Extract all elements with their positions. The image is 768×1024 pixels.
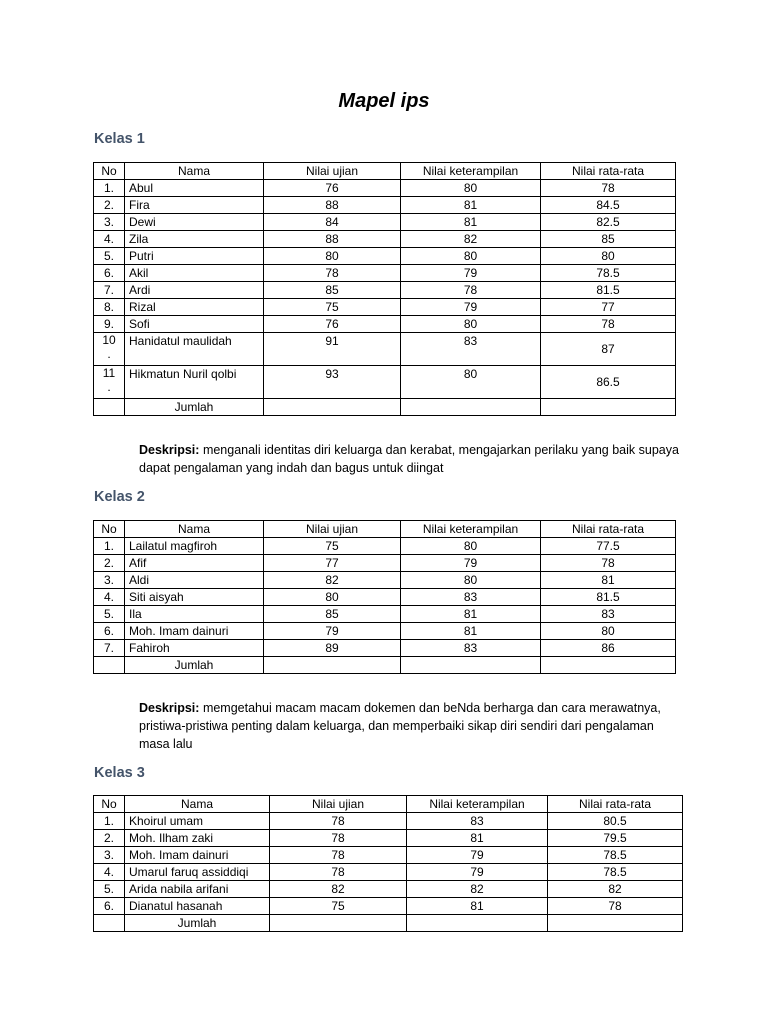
description-label: Deskripsi: bbox=[139, 701, 200, 715]
total-row bbox=[94, 657, 676, 674]
cell-nama: Moh. Ilham zaki bbox=[125, 830, 270, 847]
cell-nilai-ujian: 88 bbox=[264, 197, 401, 214]
cell-nama: Dewi bbox=[125, 214, 264, 231]
table-row bbox=[94, 231, 676, 248]
cell-nilai-rata-rata: 83 bbox=[541, 606, 676, 623]
cell-nama: Ila bbox=[125, 606, 264, 623]
header-nama: Nama bbox=[125, 796, 270, 813]
cell-nama: Akil bbox=[125, 265, 264, 282]
cell-no: 7. bbox=[94, 282, 125, 299]
header-nilai-keterampilan: Nilai keterampilan bbox=[401, 521, 541, 538]
cell-nilai-ujian: 76 bbox=[264, 180, 401, 197]
cell-nilai-rata-rata: 78.5 bbox=[548, 847, 683, 864]
cell-no: 5. bbox=[94, 606, 125, 623]
cell-empty bbox=[401, 657, 541, 674]
cell-nama: Abul bbox=[125, 180, 264, 197]
table-header-row bbox=[94, 796, 683, 813]
cell-nilai-rata-rata: 78 bbox=[541, 555, 676, 572]
cell-nama: Moh. Imam dainuri bbox=[125, 623, 264, 640]
cell-no: 3. bbox=[94, 847, 125, 864]
cell-no: 4. bbox=[94, 864, 125, 881]
cell-no: 2. bbox=[94, 197, 125, 214]
cell-nama: Rizal bbox=[125, 299, 264, 316]
header-nilai-rata-rata: Nilai rata-rata bbox=[541, 521, 676, 538]
cell-nilai-ujian: 79 bbox=[264, 623, 401, 640]
cell-empty bbox=[94, 915, 125, 932]
cell-nilai-rata-rata: 80 bbox=[541, 248, 676, 265]
kelas-1-heading: Kelas 1 bbox=[94, 131, 145, 147]
cell-nilai-keterampilan: 81 bbox=[407, 830, 548, 847]
cell-nilai-rata-rata: 86 bbox=[541, 640, 676, 657]
cell-no: 1. bbox=[94, 813, 125, 830]
cell-no: 2. bbox=[94, 555, 125, 572]
cell-nama: Afif bbox=[125, 555, 264, 572]
total-row bbox=[94, 915, 683, 932]
cell-nama: Dianatul hasanah bbox=[125, 898, 270, 915]
cell-nilai-rata-rata: 78.5 bbox=[548, 864, 683, 881]
cell-no: 10 . bbox=[94, 333, 125, 366]
cell-nilai-rata-rata: 80 bbox=[541, 623, 676, 640]
cell-nilai-ujian: 88 bbox=[264, 231, 401, 248]
cell-nilai-keterampilan: 80 bbox=[401, 366, 541, 399]
page-title: Mapel ips bbox=[338, 90, 430, 112]
table-row bbox=[94, 316, 676, 333]
cell-no: 5. bbox=[94, 248, 125, 265]
cell-nilai-ujian: 75 bbox=[264, 538, 401, 555]
cell-nilai-rata-rata: 81.5 bbox=[541, 589, 676, 606]
cell-nilai-ujian: 82 bbox=[270, 881, 407, 898]
table-row bbox=[94, 366, 676, 399]
cell-nilai-rata-rata: 79.5 bbox=[548, 830, 683, 847]
cell-no: 8. bbox=[94, 299, 125, 316]
cell-nilai-ujian: 91 bbox=[264, 333, 401, 366]
cell-nama: Hanidatul maulidah bbox=[125, 333, 264, 366]
cell-nilai-keterampilan: 79 bbox=[407, 864, 548, 881]
cell-nama: Siti aisyah bbox=[125, 589, 264, 606]
cell-nilai-ujian: 84 bbox=[264, 214, 401, 231]
header-nilai-keterampilan: Nilai keterampilan bbox=[401, 163, 541, 180]
cell-no: 2. bbox=[94, 830, 125, 847]
kelas-1-table bbox=[93, 162, 676, 416]
kelas-2-heading: Kelas 2 bbox=[94, 489, 145, 505]
cell-nilai-rata-rata: 80.5 bbox=[548, 813, 683, 830]
cell-nama: Hikmatun Nuril qolbi bbox=[125, 366, 264, 399]
cell-no: 4. bbox=[94, 589, 125, 606]
kelas-2-description bbox=[139, 699, 679, 753]
cell-nama: Lailatul magfiroh bbox=[125, 538, 264, 555]
cell-nilai-keterampilan: 80 bbox=[401, 316, 541, 333]
cell-empty bbox=[94, 657, 125, 674]
header-nama: Nama bbox=[125, 163, 264, 180]
header-nama: Nama bbox=[125, 521, 264, 538]
cell-nilai-keterampilan: 81 bbox=[401, 606, 541, 623]
cell-nilai-rata-rata: 78.5 bbox=[541, 265, 676, 282]
cell-nilai-ujian: 76 bbox=[264, 316, 401, 333]
cell-nilai-ujian: 75 bbox=[270, 898, 407, 915]
total-label: Jumlah bbox=[125, 399, 264, 416]
cell-empty bbox=[94, 399, 125, 416]
cell-nilai-rata-rata: 85 bbox=[541, 231, 676, 248]
cell-empty bbox=[270, 915, 407, 932]
cell-nilai-keterampilan: 82 bbox=[407, 881, 548, 898]
cell-nilai-keterampilan: 81 bbox=[407, 898, 548, 915]
cell-nilai-rata-rata: 77.5 bbox=[541, 538, 676, 555]
cell-nilai-ujian: 78 bbox=[270, 813, 407, 830]
cell-nilai-keterampilan: 80 bbox=[401, 180, 541, 197]
cell-nilai-keterampilan: 79 bbox=[401, 299, 541, 316]
cell-no: 9. bbox=[94, 316, 125, 333]
cell-nilai-ujian: 93 bbox=[264, 366, 401, 399]
table-row bbox=[94, 847, 683, 864]
cell-nilai-rata-rata: 78 bbox=[541, 316, 676, 333]
table-row bbox=[94, 265, 676, 282]
cell-nilai-keterampilan: 78 bbox=[401, 282, 541, 299]
table-row bbox=[94, 299, 676, 316]
cell-no: 1. bbox=[94, 538, 125, 555]
table-header-row bbox=[94, 163, 676, 180]
table-row bbox=[94, 830, 683, 847]
table-row bbox=[94, 898, 683, 915]
cell-empty bbox=[541, 399, 676, 416]
table-row bbox=[94, 197, 676, 214]
table-row bbox=[94, 864, 683, 881]
table-row bbox=[94, 589, 676, 606]
kelas-1-description bbox=[139, 441, 679, 477]
cell-empty bbox=[264, 657, 401, 674]
cell-nilai-keterampilan: 80 bbox=[401, 248, 541, 265]
table-row bbox=[94, 881, 683, 898]
cell-nilai-keterampilan: 79 bbox=[407, 847, 548, 864]
kelas-3-heading: Kelas 3 bbox=[94, 765, 145, 781]
cell-nilai-keterampilan: 83 bbox=[401, 589, 541, 606]
table-row bbox=[94, 282, 676, 299]
cell-nilai-ujian: 78 bbox=[270, 864, 407, 881]
cell-nilai-rata-rata: 81 bbox=[541, 572, 676, 589]
cell-nilai-keterampilan: 82 bbox=[401, 231, 541, 248]
table-row bbox=[94, 248, 676, 265]
description-label: Deskripsi: bbox=[139, 443, 200, 457]
cell-nilai-ujian: 77 bbox=[264, 555, 401, 572]
cell-nama: Moh. Imam dainuri bbox=[125, 847, 270, 864]
cell-nama: Fahiroh bbox=[125, 640, 264, 657]
cell-no: 6. bbox=[94, 623, 125, 640]
table-row bbox=[94, 606, 676, 623]
cell-nilai-rata-rata: 82 bbox=[548, 881, 683, 898]
cell-nilai-keterampilan: 79 bbox=[401, 555, 541, 572]
cell-nama: Aldi bbox=[125, 572, 264, 589]
cell-nilai-rata-rata: 81.5 bbox=[541, 282, 676, 299]
header-nilai-keterampilan: Nilai keterampilan bbox=[407, 796, 548, 813]
header-nilai-ujian: Nilai ujian bbox=[264, 163, 401, 180]
cell-nilai-rata-rata: 84.5 bbox=[541, 197, 676, 214]
cell-no: 3. bbox=[94, 214, 125, 231]
table-row bbox=[94, 623, 676, 640]
cell-empty bbox=[548, 915, 683, 932]
table-row bbox=[94, 813, 683, 830]
cell-nama: Arida nabila arifani bbox=[125, 881, 270, 898]
cell-nilai-ujian: 85 bbox=[264, 282, 401, 299]
cell-nilai-keterampilan: 83 bbox=[407, 813, 548, 830]
cell-no: 6. bbox=[94, 898, 125, 915]
table-row bbox=[94, 538, 676, 555]
total-label: Jumlah bbox=[125, 657, 264, 674]
table-header-row bbox=[94, 521, 676, 538]
cell-nilai-ujian: 80 bbox=[264, 589, 401, 606]
table-row bbox=[94, 555, 676, 572]
header-nilai-ujian: Nilai ujian bbox=[270, 796, 407, 813]
cell-nilai-ujian: 85 bbox=[264, 606, 401, 623]
cell-no: 3. bbox=[94, 572, 125, 589]
cell-nama: Sofi bbox=[125, 316, 264, 333]
cell-nama: Fira bbox=[125, 197, 264, 214]
total-label: Jumlah bbox=[125, 915, 270, 932]
table-row bbox=[94, 572, 676, 589]
cell-nilai-keterampilan: 80 bbox=[401, 538, 541, 555]
cell-no: 4. bbox=[94, 231, 125, 248]
header-no: No bbox=[94, 521, 125, 538]
cell-nilai-rata-rata: 86.5 bbox=[541, 366, 676, 399]
cell-nilai-ujian: 78 bbox=[270, 847, 407, 864]
cell-empty bbox=[407, 915, 548, 932]
cell-nilai-keterampilan: 80 bbox=[401, 572, 541, 589]
table-row bbox=[94, 333, 676, 366]
header-nilai-ujian: Nilai ujian bbox=[264, 521, 401, 538]
cell-nilai-rata-rata: 78 bbox=[541, 180, 676, 197]
cell-nama: Umarul faruq assiddiqi bbox=[125, 864, 270, 881]
cell-nilai-rata-rata: 87 bbox=[541, 333, 676, 366]
table-row bbox=[94, 180, 676, 197]
cell-empty bbox=[264, 399, 401, 416]
cell-nilai-keterampilan: 83 bbox=[401, 333, 541, 366]
cell-nilai-rata-rata: 78 bbox=[548, 898, 683, 915]
cell-nilai-keterampilan: 81 bbox=[401, 623, 541, 640]
cell-no: 11 . bbox=[94, 366, 125, 399]
cell-nama: Zila bbox=[125, 231, 264, 248]
cell-nilai-rata-rata: 82.5 bbox=[541, 214, 676, 231]
description-text: memgetahui macam macam dokemen dan beNda berharga dan cara merawatnya, pristiwa-pristiwa penting dalam keluarga, dan memperbaiki sikap diri sendiri dari pengalaman masa lalu bbox=[139, 701, 661, 751]
cell-no: 1. bbox=[94, 180, 125, 197]
cell-no: 6. bbox=[94, 265, 125, 282]
cell-nilai-ujian: 82 bbox=[264, 572, 401, 589]
total-row bbox=[94, 399, 676, 416]
cell-empty bbox=[541, 657, 676, 674]
cell-nilai-keterampilan: 81 bbox=[401, 197, 541, 214]
kelas-3-table bbox=[93, 795, 683, 932]
cell-no: 5. bbox=[94, 881, 125, 898]
cell-nama: Putri bbox=[125, 248, 264, 265]
table-row bbox=[94, 640, 676, 657]
kelas-2-table bbox=[93, 520, 676, 674]
cell-nilai-ujian: 89 bbox=[264, 640, 401, 657]
cell-nilai-rata-rata: 77 bbox=[541, 299, 676, 316]
cell-nama: Khoirul umam bbox=[125, 813, 270, 830]
header-no: No bbox=[94, 796, 125, 813]
cell-nilai-ujian: 80 bbox=[264, 248, 401, 265]
cell-nilai-ujian: 78 bbox=[264, 265, 401, 282]
cell-nilai-keterampilan: 83 bbox=[401, 640, 541, 657]
table-row bbox=[94, 214, 676, 231]
header-no: No bbox=[94, 163, 125, 180]
cell-nilai-keterampilan: 79 bbox=[401, 265, 541, 282]
header-nilai-rata-rata: Nilai rata-rata bbox=[548, 796, 683, 813]
cell-nama: Ardi bbox=[125, 282, 264, 299]
header-nilai-rata-rata: Nilai rata-rata bbox=[541, 163, 676, 180]
cell-nilai-ujian: 78 bbox=[270, 830, 407, 847]
cell-no: 7. bbox=[94, 640, 125, 657]
cell-nilai-keterampilan: 81 bbox=[401, 214, 541, 231]
description-text: menganali identitas diri keluarga dan kerabat, mengajarkan perilaku yang baik supaya dapat pengalaman yang indah dan bagus untuk diingat bbox=[139, 443, 679, 475]
cell-nilai-ujian: 75 bbox=[264, 299, 401, 316]
cell-empty bbox=[401, 399, 541, 416]
